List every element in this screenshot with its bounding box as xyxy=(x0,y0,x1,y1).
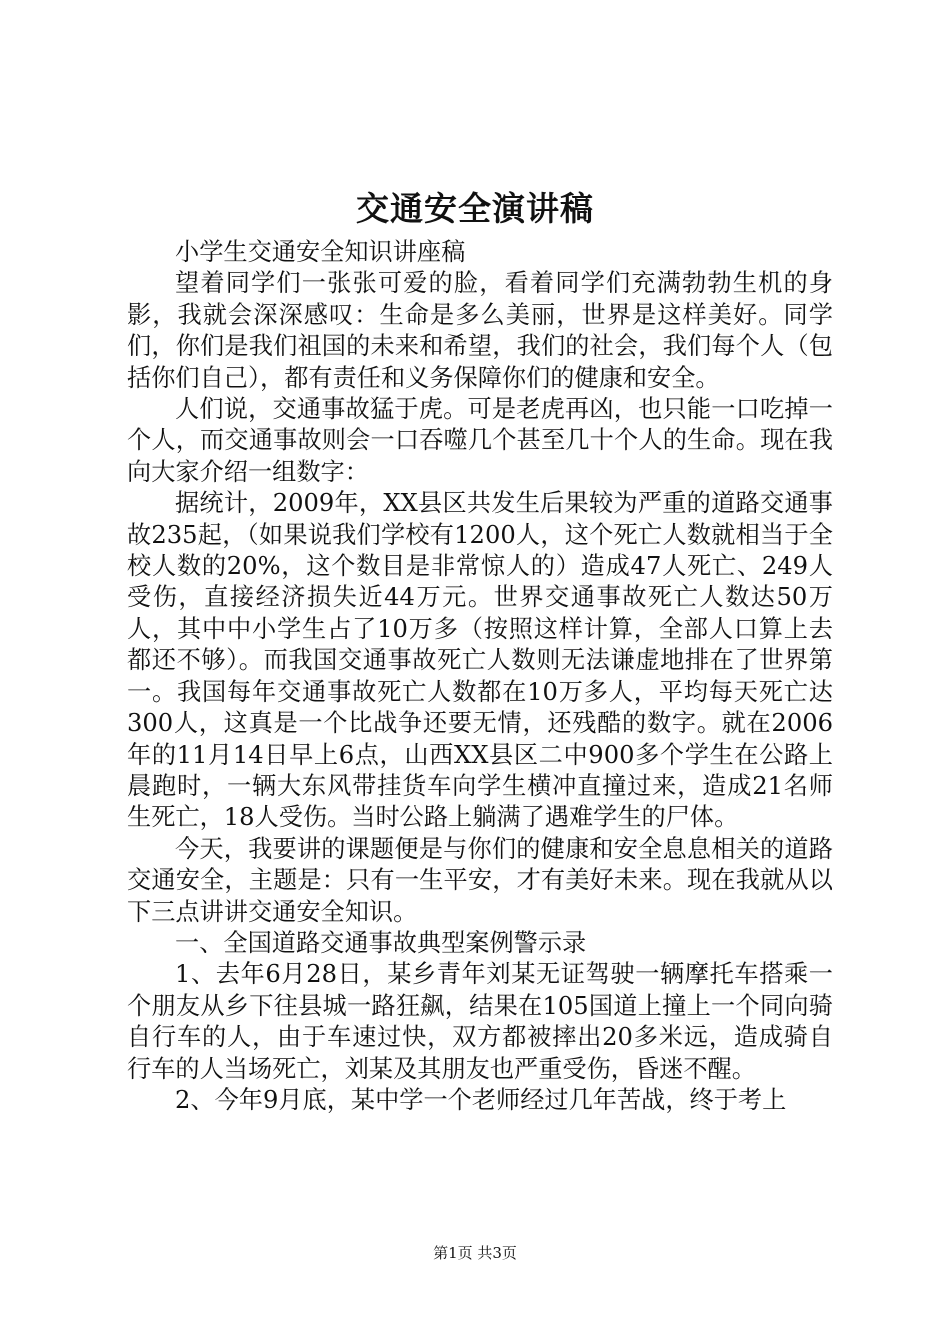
body-paragraph: 据统计，2009年，XX县区共发生后果较为严重的道路交通事故235起，（如果说我们学校有1200人，这个死亡人数就相当于全校人数的20%，这个数目是非常惊人的）造成47人死亡、249人受伤，直接经济损失近44万元。世界交通事故死亡人数达50万人，其中中小学生占了10万多（按照这样计算，全部人口算上去都还不够）。而我国交通事故死亡人数则无法谦虚地排在了世界第一。我国每年交通事故死亡人数都在10万多人，平均每天死亡达300人，这真是一个比战争还要无情，还残酷的数字。就在2006年的11月14日早上6点，山西XX县区二中900多个学生在公路上晨跑时，一辆大东风带挂货车向学生横冲直撞过来，造成21名师生死亡，18人受伤。当时公路上躺满了遇难学生的尸体。 xyxy=(127,489,833,832)
body-paragraph: 2、今年9月底，某中学一个老师经过几年苦战，终于考上 xyxy=(175,1085,787,1114)
body-paragraph: 人们说，交通事故猛于虎。可是老虎再凶，也只能一口吃掉一个人，而交通事故则会一口吞噬几个甚至几十个人的生命。现在我向大家介绍一组数字： xyxy=(127,395,833,486)
body-paragraph: 今天，我要讲的课题便是与你们的健康和安全息息相关的道路交通安全，主题是：只有一生平安，才有美好未来。现在我就从以下三点讲讲交通安全知识。 xyxy=(127,834,833,926)
page-footer: 第1页 共3页 xyxy=(433,1244,517,1262)
subtitle-paragraph: 小学生交通安全知识讲座稿 xyxy=(175,238,466,266)
document-title: 交通安全演讲稿 xyxy=(356,189,594,228)
body-paragraph: 望着同学们一张张可爱的脸，看着同学们充满勃勃生机的身影，我就会深深感叹：生命是多么美丽，世界是这样美好。同学们，你们是我们祖国的未来和希望，我们的社会，我们每个人（包括你们自己），都有责任和义务保障你们的健康和安全。 xyxy=(127,269,833,392)
body-paragraph: 1、去年6月28日，某乡青年刘某无证驾驶一辆摩托车搭乘一个朋友从乡下往县城一路狂飙，结果在105国道上撞上一个同向骑自行车的人，由于车速过快，双方都被摔出20多米远，造成骑自行车的人当场死亡，刘某及其朋友也严重受伤，昏迷不醒。 xyxy=(127,960,833,1083)
document-body xyxy=(127,237,833,1116)
section-heading: 一、全国道路交通事故典型案例警示录 xyxy=(175,928,587,957)
